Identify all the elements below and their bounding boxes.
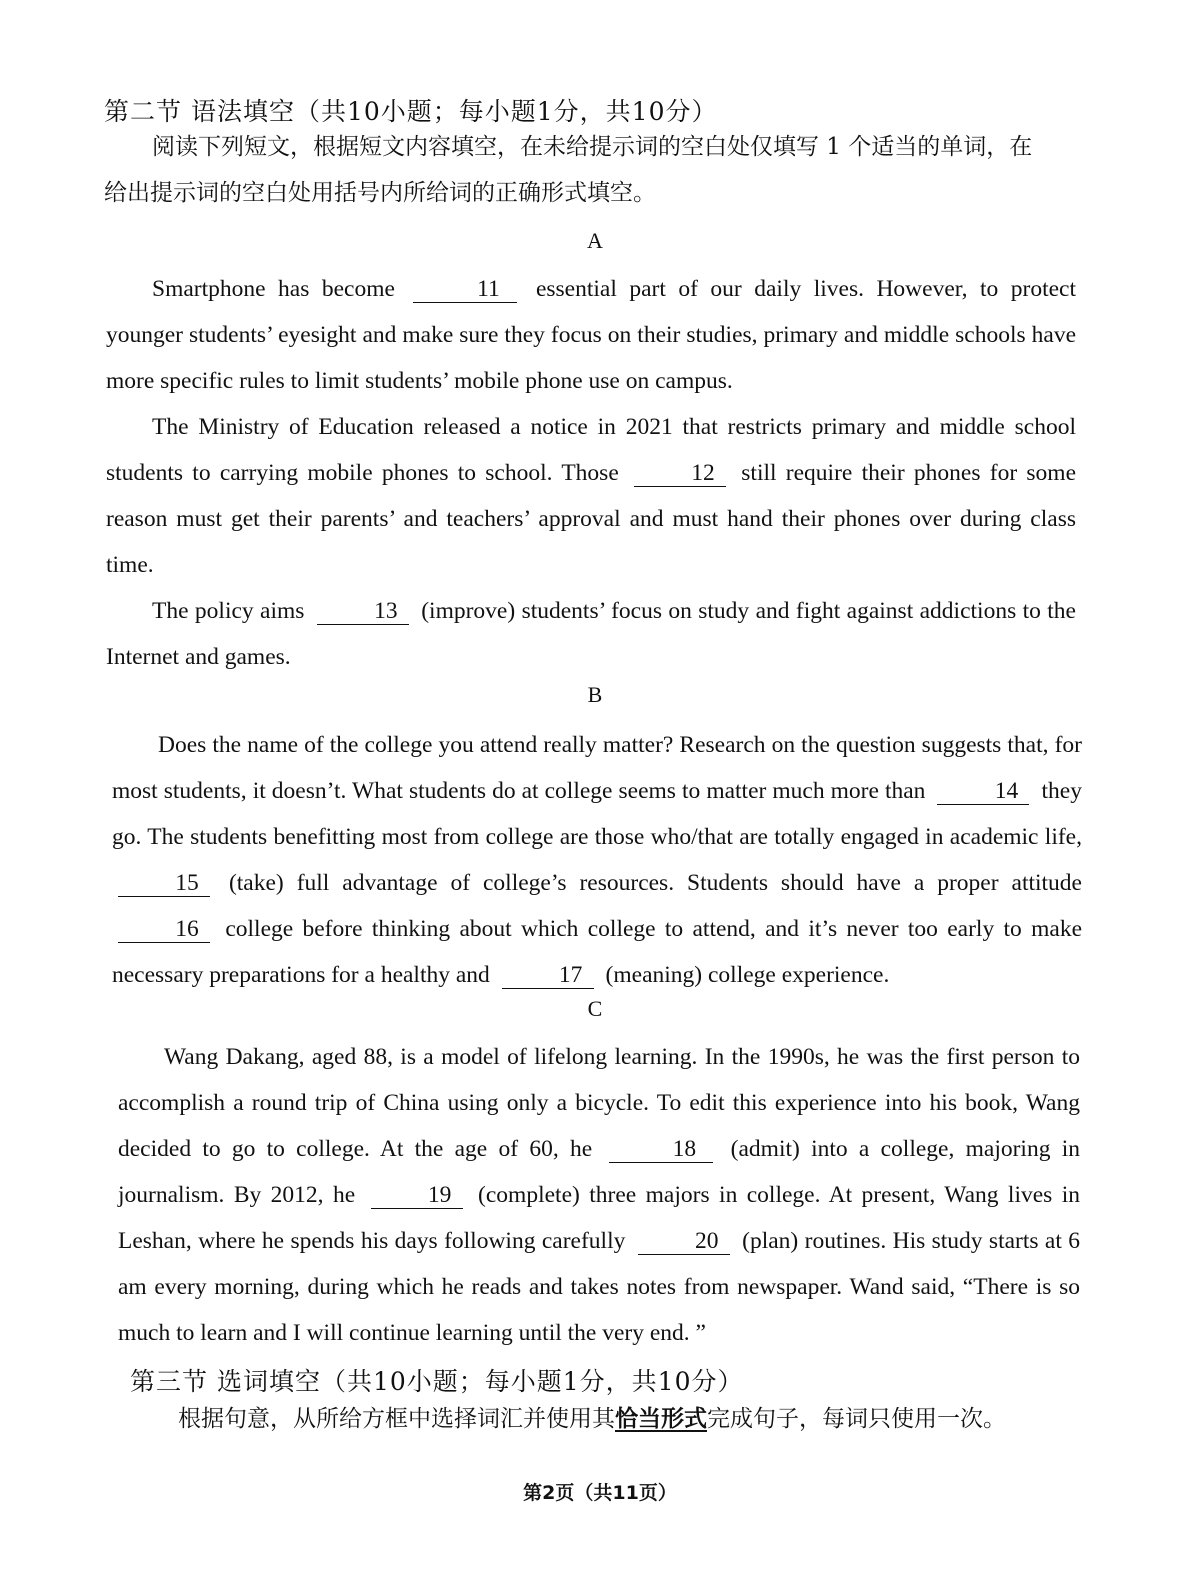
section3-heading: 第三节 选词填空（共10小题；每小题1分，共10分） xyxy=(130,1367,744,1396)
text-segment: (meaning) college experience. xyxy=(605,962,890,988)
page-number: 第2页（共11页） xyxy=(523,1482,677,1504)
blank-14[interactable]: 14 xyxy=(937,778,1029,805)
text-segment: (take) full advantage of college’s resources. Students should have a proper attitude xyxy=(228,870,1082,896)
blank-12[interactable]: 12 xyxy=(634,460,726,487)
blank-13[interactable]: 13 xyxy=(317,598,409,625)
passage-a-paragraph-3 xyxy=(106,588,1076,680)
text-segment: they go. The students benefitting most from college are those who/that are totally engaged in academic life, xyxy=(112,778,1082,850)
passage-a-paragraph-1 xyxy=(106,266,1076,404)
blank-19[interactable]: 19 xyxy=(371,1182,463,1209)
passage-b-paragraph-1 xyxy=(112,722,1082,998)
passage-a xyxy=(106,266,1076,680)
text-segment: Wang Dakang, aged 88, is a model of lifelong learning. In the 1990s, he was the first person to accomplish a round trip of China using only a bicycle. To edit this experience into his book, Wang decided to go to college. At the age of 60, he xyxy=(118,1044,1080,1162)
text-segment: (improve) students’ focus on study and fight against addictions to the Internet and games. xyxy=(106,598,1076,670)
text-segment: The policy aims xyxy=(152,598,305,624)
instruction-line xyxy=(130,1396,1110,1442)
blank-20[interactable]: 20 xyxy=(638,1228,730,1255)
blank-16[interactable]: 16 xyxy=(118,916,210,943)
text-segment: (admit) into a college, majoring in journalism. By 2012, he xyxy=(118,1136,1080,1208)
text-segment: still require their phones for some reason must get their parents’ and teachers’ approval and must hand their phones over during class time. xyxy=(106,460,1077,578)
passage-a-paragraph-2 xyxy=(106,404,1076,588)
instruction-text: 完成句子，每词只使用一次。 xyxy=(707,1406,1006,1432)
text-segment: The Ministry of Education released a notice in 2021 that restricts primary and middle school students to carrying mobile phones to school. Those xyxy=(106,414,1076,486)
blank-18[interactable]: 18 xyxy=(609,1136,713,1163)
passage-c-paragraph-1 xyxy=(118,1034,1080,1356)
instruction-line-2: 给出提示词的空白处用括号内所给词的正确形式填空。 xyxy=(104,180,656,206)
section2-heading: 第二节 语法填空（共10小题；每小题1分，共10分） xyxy=(104,97,718,126)
blank-17[interactable]: 17 xyxy=(502,962,594,989)
text-segment: Smartphone has become xyxy=(152,276,395,302)
section3-instruction xyxy=(130,1396,1110,1442)
text-segment: (complete) three majors in college. At present, Wang lives in Leshan, where he spends his days following carefully xyxy=(118,1182,1081,1254)
text-segment: essential part of our daily lives. However, to protect younger students’ eyesight and make sure they focus on their studies, primary and middle schools have more specific rules to limit students’ mobile phone use on campus. xyxy=(106,276,1077,394)
text-segment: Does the name of the college you attend really matter? Research on the question suggests that, for most students, it doesn’t. What students do at college seems to matter much more than xyxy=(112,732,1082,804)
instruction-line-1: 阅读下列短文，根据短文内容填空，在未给提示词的空白处仅填写 1 个适当的单词，在 xyxy=(152,134,1033,160)
passage-c xyxy=(118,1034,1080,1356)
instruction-text: 根据句意，从所给方框中选择词汇并使用其 xyxy=(178,1406,615,1432)
instruction-emphasis: 恰当形式 xyxy=(615,1405,707,1432)
text-segment: college before thinking about which college to attend, and it’s never too early to make necessary preparations for a healthy and xyxy=(112,916,1083,988)
passage-c-label: C xyxy=(587,996,603,1021)
blank-11[interactable]: 11 xyxy=(413,276,517,303)
passage-b xyxy=(112,722,1082,998)
passage-b-label: B xyxy=(587,682,603,707)
blank-15[interactable]: 15 xyxy=(118,870,210,897)
section2-instruction xyxy=(104,124,1084,216)
passage-a-label: A xyxy=(587,228,603,253)
text-segment: (plan) routines. His study starts at 6 am every morning, during which he reads and takes notes from newspaper. Wand said, “There is so much to learn and I will continue learning until the very end. ” xyxy=(118,1228,1081,1346)
